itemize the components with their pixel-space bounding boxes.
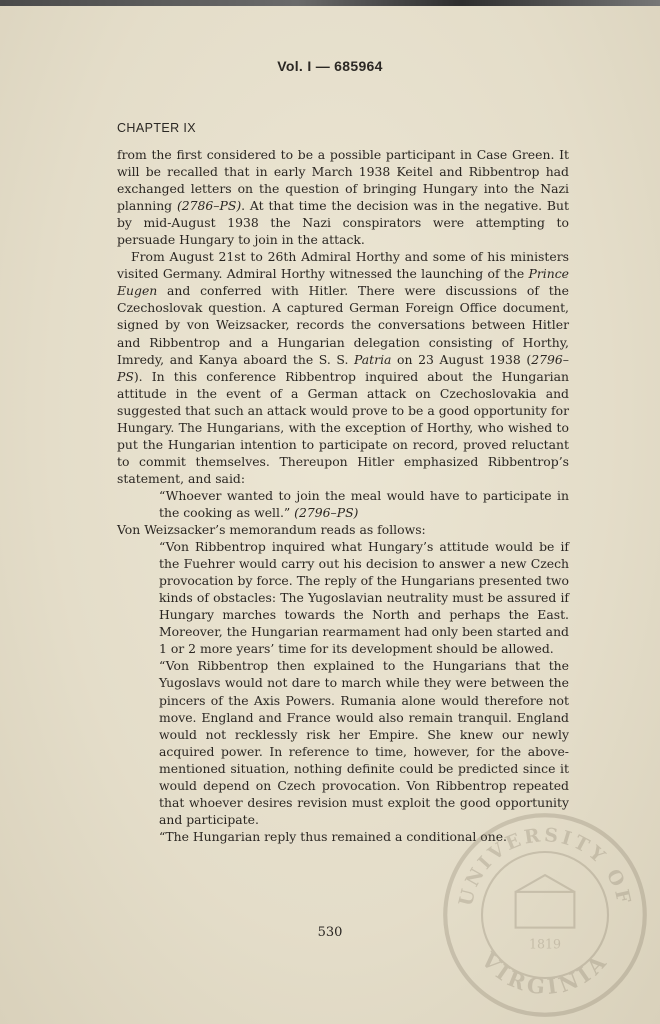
paragraph-2-text-c: on 23 August 1938 ( [391,351,532,367]
quote-hitler [117,487,569,521]
svg-text:1819: 1819 [528,936,562,952]
citation: 2796–PS [117,351,569,384]
university-seal-watermark [440,810,650,1020]
paragraph-1 [117,146,569,248]
paragraph-1-text: from the first considered to be a possible participant in Case Green. It will be recalled that in early March 1938 Keitel and Ribbentrop had exchanged letters on the question of bringing Hungary into the Nazi planning [117,147,569,214]
citation: (2796–PS) [294,504,359,520]
page-number: 530 [317,925,343,940]
quote-memorandum-3: “The Hungarian reply thus remained a conditional one. [159,828,507,844]
citation: (2786–PS) [176,198,242,214]
paragraph-2-text-a: From August 21st to 26th Admiral Horthy and some of his ministers visited Germany. Admiral Horthy witnessed the launching of the [117,249,569,282]
quote-memorandum-1: “Von Ribbentrop inquired what Hungary’s attitude would be if the Fuehrer would carry out his decision to answer a new Czech provocation by force. The reply of the Hungarians presented two kinds of obstacles: The Yugoslavian neutrality must be assured if Hungary marches towards the North and perhaps the East. Moreover, the Hungarian rearmament had only been started and 1 or 2 more years’ time for its development should be allowed. [159,539,569,657]
paragraph-2-text-b: and conferred with Hitler. There were discussions of the Czechoslovak question. A captured German Foreign Office document, signed by von Weizsacker, records the conversations between Hitler and Ribbentrop and a Hungarian delegation consisting of Horthy, Imredy, and Kanya aboard the S. S. [117,283,569,367]
paragraph-2 [117,248,569,487]
chapter-label: CHAPTER IX [117,121,197,135]
svg-text:UNIVERSITY OF: UNIVERSITY OF [454,824,636,909]
paragraph-1-text-after: . At that time the decision was in the negative. But by mid-August 1938 the Nazi conspirators were attempting to persuade Hungary to join in the attack. [117,198,569,248]
running-head: Vol. I — 685964 [277,58,383,74]
body-text [117,146,569,845]
paragraph-memorandum-intro: Von Weizsacker’s memorandum reads as follows: [117,522,426,538]
quote-hitler-text: “Whoever wanted to join the meal would have to participate in the cooking as well.” [159,487,569,520]
ship-name-2: Patria [354,351,392,367]
svg-text:VIRGINIA: VIRGINIA [476,947,614,1000]
scan-top-edge [0,0,660,6]
quote-memorandum-2: “Von Ribbentrop then explained to the Hungarians that the Yugoslavs would not dare to march while they were between the pincers of the Axis Powers. Rumania alone would therefore not move. England and France would also remain tranquil. England would not recklessly risk her Empire. She knew our newly acquired power. In reference to time, however, for the above-mentioned situation, nothing definite could be predicted since it would depend on Czech provocation. Von Ribbentrop repeated that whoever desires revision must exploit the good opportunity and participate. [159,658,569,827]
ship-name: Prince Eugen [117,266,569,299]
paragraph-2-text-d: ). In this conference Ribbentrop inquired about the Hungarian attitude in the event of a German attack on Czechoslovakia and suggested that such an attack would prove to be a good opportunity for Hungary. The Hungarians, with the exception of Horthy, who wished to put the Hungarian intention to participate on record, proved reluctant to commit themselves. Thereupon Hitler emphasized Ribbentrop’s statement, and said: [117,368,569,486]
